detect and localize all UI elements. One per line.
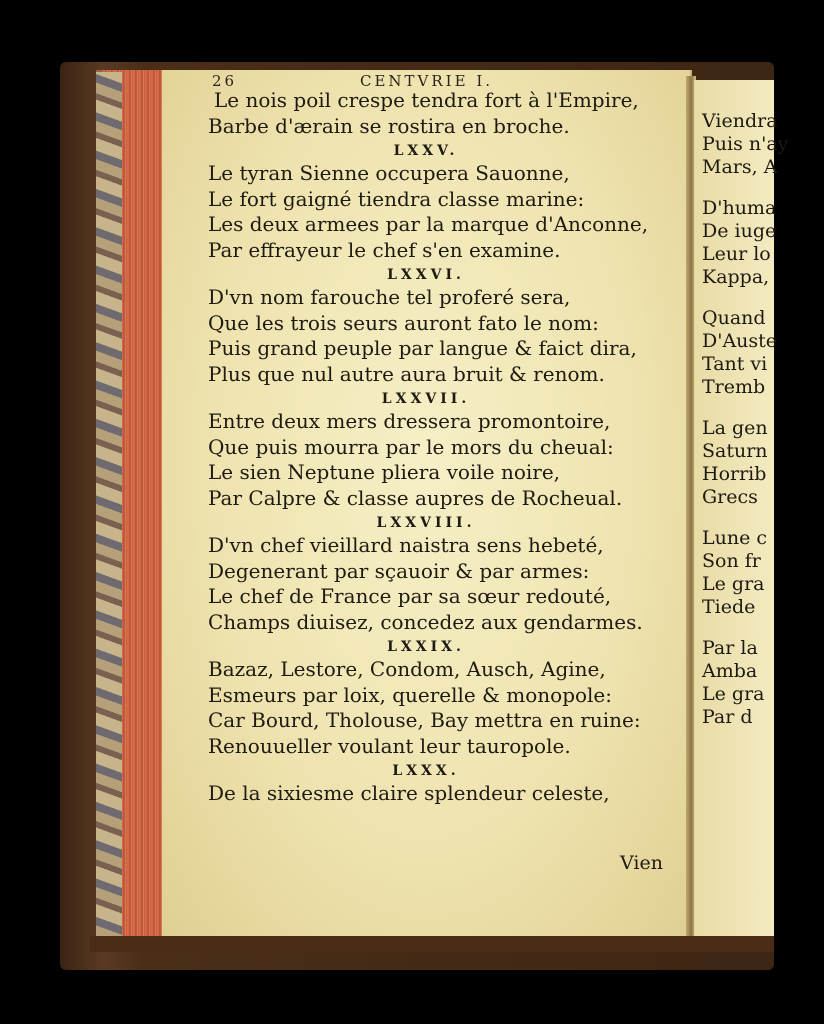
quatrain-numeral: LXXIX.: [387, 639, 465, 655]
facing-verse-fragment: Kappa,: [702, 266, 770, 288]
facing-verse-fragment: Mars, A: [702, 156, 778, 178]
facing-verse-fragment: De iuge: [702, 220, 777, 242]
facing-verse-fragment: Viendra: [702, 110, 778, 132]
facing-verse-fragment: D'huma: [702, 197, 777, 219]
facing-verse-fragment: Par la: [702, 637, 758, 659]
facing-verse-fragment: Horrib: [702, 463, 767, 485]
page-header: [212, 72, 662, 92]
verse-line: Le chef de France par sa sœur redouté,: [208, 584, 612, 608]
running-head: CENTVRIE I.: [360, 72, 494, 90]
verse-line: Barbe d'ærain se rostira en broche.: [208, 113, 570, 138]
facing-verse-fragment: D'Auste: [702, 330, 778, 352]
facing-verse-fragment: Par d: [702, 706, 753, 728]
facing-page: [694, 80, 789, 936]
verse-line: Degenerant par sçauoir & par armes:: [208, 558, 590, 583]
quatrain-numeral: LXXVII.: [381, 391, 471, 407]
verse-line: Par Calpre & classe aupres de Rocheual.: [208, 485, 623, 510]
bottom-board: [90, 936, 774, 952]
verse-line: Puis grand peuple par langue & faict dira,: [208, 336, 637, 360]
verse-line: Que puis mourra par le mors du cheual:: [208, 434, 614, 459]
facing-verse-fragment: Tremb: [702, 376, 766, 398]
verse-line: Le tyran Sienne occupera Sauonne,: [208, 161, 570, 185]
facing-verse-fragment: Quand: [702, 307, 766, 329]
page-number: 26: [212, 72, 238, 90]
verse-line: Car Bourd, Tholouse, Bay mettra en ruine:: [208, 708, 641, 732]
verse-line: De la sixiesme claire splendeur celeste,: [208, 781, 610, 805]
facing-verse-fragment: Le gra: [702, 573, 765, 595]
facing-verse-fragment: Son fr: [702, 550, 761, 572]
verse-line: Entre deux mers dressera promontoire,: [208, 409, 611, 433]
verse-line: Plus que nul autre aura bruit & renom.: [208, 361, 605, 386]
verse-line: Le fort gaigné tiendra classe marine:: [208, 186, 585, 211]
facing-verse-fragment: Saturn: [702, 440, 768, 462]
quatrain-numeral: LXXV.: [393, 143, 459, 159]
quatrain-numeral: LXXVI.: [387, 267, 465, 283]
verse-line: D'vn chef vieillard naistra sens hebeté,: [208, 533, 604, 557]
facing-verse-fragment: La gen: [702, 417, 768, 439]
verse-line: Bazaz, Lestore, Condom, Ausch, Agine,: [208, 657, 606, 681]
marbled-endpaper: [96, 72, 122, 936]
quatrain-numeral: LXXVIII.: [376, 515, 476, 531]
verse-line: Esmeurs par loix, querelle & monopole:: [208, 682, 613, 707]
verse-line: Renouueller voulant leur tauropole.: [208, 733, 571, 758]
quatrain-numeral: LXXX.: [392, 763, 460, 779]
facing-verse-fragment: Tant vi: [702, 353, 768, 375]
verse-line: Par effrayeur le chef s'en examine.: [208, 237, 561, 262]
facing-verse-fragment: Grecs: [702, 486, 758, 508]
verse-line: D'vn nom farouche tel proferé sera,: [208, 285, 571, 309]
verse-line: Le nois poil crespe tendra fort à l'Empire,: [214, 88, 639, 112]
facing-verse-fragment: Lune c: [702, 527, 768, 549]
catchword: Vien: [620, 852, 663, 874]
verse-line: Les deux armees par la marque d'Anconne,: [208, 212, 649, 236]
facing-verse-fragment: Le gra: [702, 683, 765, 705]
verse-line: Le sien Neptune pliera voile noire,: [208, 460, 561, 484]
facing-verse-fragment: Amba: [702, 660, 758, 682]
facing-verse-fragment: Tiede: [702, 596, 756, 618]
facing-verse-fragment: Puis n'ay: [702, 133, 789, 155]
facing-verse-fragment: Leur lo: [702, 243, 771, 265]
verse-line: Que les trois seurs auront fato le nom:: [208, 310, 599, 335]
left-page: [162, 70, 692, 938]
verse-line: Champs diuisez, concedez aux gendarmes.: [208, 609, 643, 634]
